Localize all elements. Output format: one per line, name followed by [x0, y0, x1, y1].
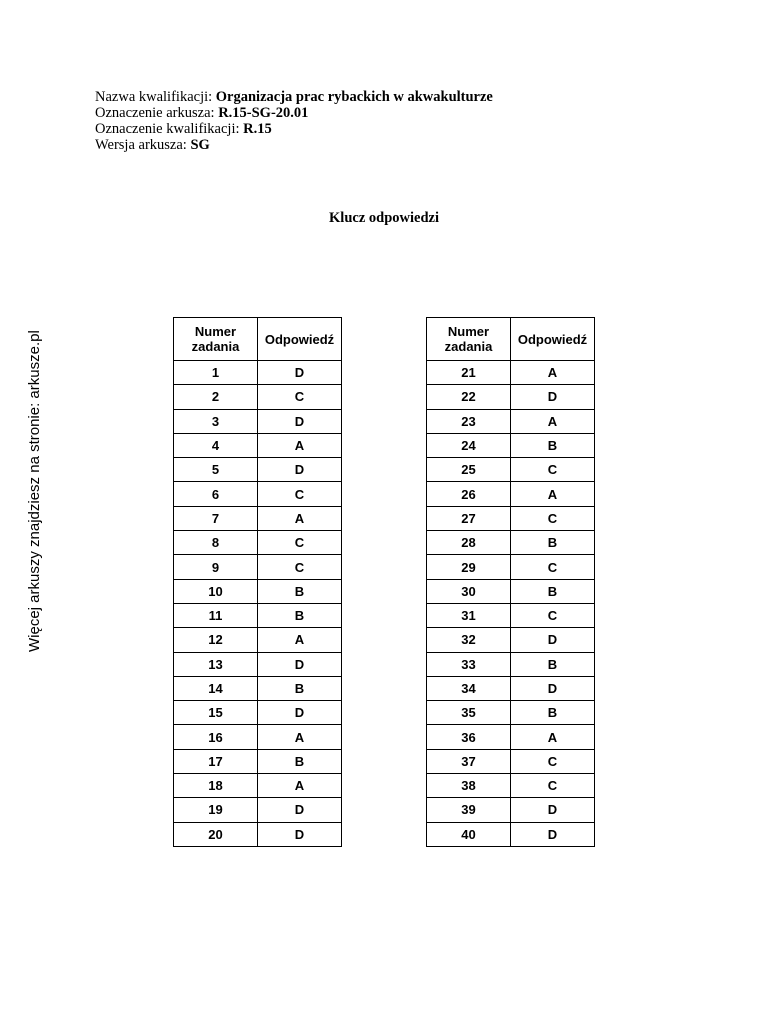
- table-header-row: [427, 318, 595, 361]
- table-row: [174, 749, 342, 773]
- question-number-cell: 7: [174, 506, 258, 530]
- table-row: [427, 555, 595, 579]
- question-number-cell: 21: [427, 361, 511, 385]
- table-row: [427, 579, 595, 603]
- answer-cell: A: [258, 628, 342, 652]
- answer-cell: D: [258, 822, 342, 846]
- table-row: [427, 458, 595, 482]
- question-number-cell: 16: [174, 725, 258, 749]
- answer-cell: A: [258, 774, 342, 798]
- question-number-cell: 4: [174, 433, 258, 457]
- question-number-cell: 3: [174, 409, 258, 433]
- sheet-code-value: R.15-SG-20.01: [218, 105, 309, 121]
- table-row: [174, 701, 342, 725]
- question-number-cell: 18: [174, 774, 258, 798]
- table-row: [427, 774, 595, 798]
- answer-cell: D: [511, 385, 595, 409]
- table-row: [174, 579, 342, 603]
- question-number-cell: 17: [174, 749, 258, 773]
- qualification-name-row: [95, 89, 493, 105]
- question-number-cell: 35: [427, 701, 511, 725]
- answer-cell: B: [258, 579, 342, 603]
- table-row: [174, 385, 342, 409]
- answer-key-table-right: [426, 317, 595, 847]
- answer-cell: C: [511, 458, 595, 482]
- answer-cell: B: [511, 652, 595, 676]
- question-number-cell: 38: [427, 774, 511, 798]
- sheet-version-value: SG: [190, 137, 210, 153]
- question-number-cell: 19: [174, 798, 258, 822]
- table-row: [427, 822, 595, 846]
- table-row: [174, 798, 342, 822]
- table-row: [427, 361, 595, 385]
- document-header: [95, 89, 493, 153]
- answer-cell: A: [258, 506, 342, 530]
- table-row: [174, 361, 342, 385]
- question-number-cell: 5: [174, 458, 258, 482]
- answer-cell: D: [258, 409, 342, 433]
- question-number-cell: 8: [174, 531, 258, 555]
- question-number-cell: 24: [427, 433, 511, 457]
- table-row: [427, 531, 595, 555]
- question-number-cell: 2: [174, 385, 258, 409]
- question-number-cell: 22: [427, 385, 511, 409]
- answer-cell: D: [258, 361, 342, 385]
- page-title: Klucz odpowiedzi: [329, 210, 439, 226]
- answer-cell: B: [258, 603, 342, 627]
- answer-cell: D: [258, 458, 342, 482]
- qualification-name-label: Nazwa kwalifikacji:: [95, 89, 216, 105]
- question-number-cell: 12: [174, 628, 258, 652]
- sheet-version-row: [95, 137, 493, 153]
- column-header-answer: Odpowiedź: [511, 318, 595, 361]
- table-body-right: [427, 361, 595, 847]
- answer-cell: B: [511, 433, 595, 457]
- table-row: [427, 652, 595, 676]
- table-body-left: [174, 361, 342, 847]
- table-row: [427, 603, 595, 627]
- answer-cell: D: [258, 798, 342, 822]
- answer-cell: A: [511, 361, 595, 385]
- qualification-code-row: [95, 121, 493, 137]
- table-row: [427, 506, 595, 530]
- question-number-cell: 27: [427, 506, 511, 530]
- answer-cell: D: [258, 652, 342, 676]
- answer-cell: B: [511, 701, 595, 725]
- table-row: [427, 725, 595, 749]
- table-row: [174, 482, 342, 506]
- answer-cell: C: [511, 774, 595, 798]
- answer-cell: D: [258, 701, 342, 725]
- question-number-cell: 11: [174, 603, 258, 627]
- table-row: [174, 531, 342, 555]
- question-number-cell: 25: [427, 458, 511, 482]
- question-number-cell: 32: [427, 628, 511, 652]
- answer-cell: C: [258, 555, 342, 579]
- table-row: [427, 749, 595, 773]
- qualification-code-value: R.15: [243, 121, 272, 137]
- question-number-cell: 37: [427, 749, 511, 773]
- question-number-cell: 36: [427, 725, 511, 749]
- table-row: [174, 725, 342, 749]
- sheet-code-label: Oznaczenie arkusza:: [95, 105, 219, 121]
- table-row: [174, 628, 342, 652]
- table-row: [174, 774, 342, 798]
- table-row: [427, 628, 595, 652]
- question-number-cell: 13: [174, 652, 258, 676]
- table-row: [174, 676, 342, 700]
- answer-cell: A: [511, 482, 595, 506]
- table-row: [427, 409, 595, 433]
- answer-key-table-left: [173, 317, 342, 847]
- answer-cell: D: [511, 676, 595, 700]
- column-header-answer: Odpowiedź: [258, 318, 342, 361]
- answer-cell: A: [258, 433, 342, 457]
- column-header-number: Numer zadania: [174, 318, 258, 361]
- answer-cell: B: [258, 676, 342, 700]
- question-number-cell: 26: [427, 482, 511, 506]
- answer-cell: C: [511, 603, 595, 627]
- question-number-cell: 10: [174, 579, 258, 603]
- question-number-cell: 15: [174, 701, 258, 725]
- answer-cell: D: [511, 822, 595, 846]
- table-row: [174, 506, 342, 530]
- answer-cell: C: [511, 506, 595, 530]
- side-note: Więcej arkuszy znajdziesz na stronie: arkusze.pl: [26, 330, 43, 652]
- answer-cell: B: [258, 749, 342, 773]
- table-row: [427, 798, 595, 822]
- qualification-name-value: Organizacja prac rybackich w akwakulturze: [215, 89, 493, 105]
- table-row: [174, 822, 342, 846]
- question-number-cell: 40: [427, 822, 511, 846]
- table-row: [427, 482, 595, 506]
- question-number-cell: 31: [427, 603, 511, 627]
- question-number-cell: 39: [427, 798, 511, 822]
- answer-cell: C: [511, 749, 595, 773]
- table-row: [427, 701, 595, 725]
- answer-cell: C: [258, 482, 342, 506]
- answer-cell: C: [258, 531, 342, 555]
- table-header-row: [174, 318, 342, 361]
- table-row: [174, 652, 342, 676]
- sheet-version-label: Wersja arkusza:: [95, 137, 191, 153]
- answer-cell: B: [511, 531, 595, 555]
- question-number-cell: 30: [427, 579, 511, 603]
- answer-cell: D: [511, 628, 595, 652]
- question-number-cell: 9: [174, 555, 258, 579]
- table-row: [174, 555, 342, 579]
- table-row: [427, 385, 595, 409]
- question-number-cell: 34: [427, 676, 511, 700]
- table-row: [427, 676, 595, 700]
- answer-cell: B: [511, 579, 595, 603]
- table-row: [174, 433, 342, 457]
- question-number-cell: 1: [174, 361, 258, 385]
- table-row: [174, 409, 342, 433]
- question-number-cell: 28: [427, 531, 511, 555]
- table-row: [427, 433, 595, 457]
- answer-cell: D: [511, 798, 595, 822]
- sheet-code-row: [95, 105, 493, 121]
- question-number-cell: 14: [174, 676, 258, 700]
- answer-cell: C: [258, 385, 342, 409]
- table-row: [174, 603, 342, 627]
- answer-cell: C: [511, 555, 595, 579]
- question-number-cell: 33: [427, 652, 511, 676]
- answer-cell: A: [511, 725, 595, 749]
- answer-cell: A: [258, 725, 342, 749]
- answer-cell: A: [511, 409, 595, 433]
- question-number-cell: 29: [427, 555, 511, 579]
- column-header-number: Numer zadania: [427, 318, 511, 361]
- question-number-cell: 20: [174, 822, 258, 846]
- table-row: [174, 458, 342, 482]
- question-number-cell: 6: [174, 482, 258, 506]
- question-number-cell: 23: [427, 409, 511, 433]
- qualification-code-label: Oznaczenie kwalifikacji:: [95, 121, 244, 137]
